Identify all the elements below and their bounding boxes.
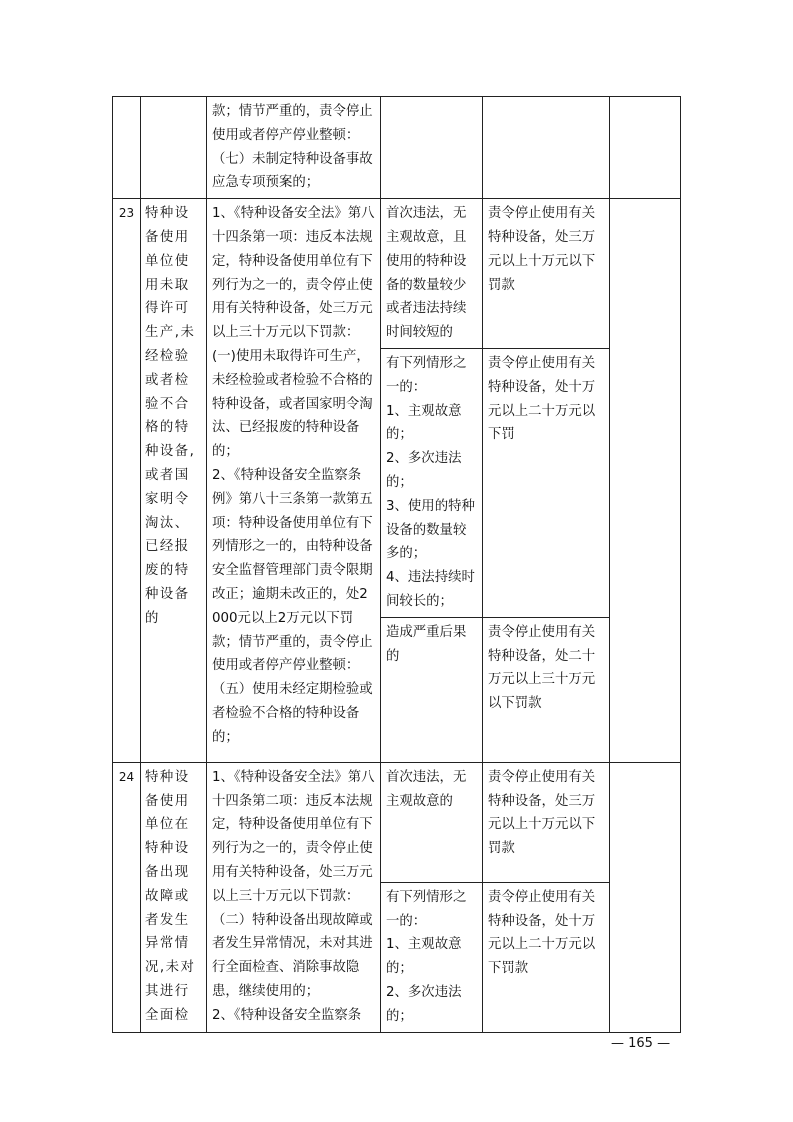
violation-item: 特种设备使用单位在特种设备出现故障或者发生异常情况,未对其进行全面检: [141, 762, 207, 1032]
penalty-standard: 责令停止使用有关特种设备，处十万元以上二十万元以下罚: [483, 348, 610, 617]
penalty-standard: 责令停止使用有关特种设备，处十万元以上二十万元以下罚款: [483, 882, 610, 1032]
basis-paragraph: (一)使用未取得许可生产，未经检验或者检验不合格的特种设备，或者国家明令淘汰、已经报废的特种设备的；: [212, 348, 373, 460]
circumstance: [381, 97, 483, 199]
basis-paragraph: 1、《特种设备安全法》第八十四条第一项：违反本法规定，特种设备使用单位有下列行为之一的，责令停止使用有关特种设备，处三万元以上三十万元以下罚款：: [212, 206, 375, 341]
legal-basis: [207, 762, 381, 1032]
basis-paragraph: （五）使用未经定期检验或者检验不合格的特种设备的；: [212, 682, 373, 745]
regulation-table: [112, 96, 681, 1033]
remarks: [610, 762, 681, 1032]
circumstance: 有下列情形之一的： 1、主观故意的； 2、多次违法的； 3、使用的特种设备的数量较多的； 4、违法持续时间较长的；: [381, 348, 483, 617]
remarks: [610, 97, 681, 199]
basis-paragraph: 1、《特种设备安全法》第八十四条第二项：违反本法规定，特种设备使用单位有下列行为之一的，责令停止使用有关特种设备，处三万元以上三十万元以下罚款：: [212, 769, 375, 904]
table-row: [113, 762, 681, 882]
penalty-standard: 责令停止使用有关特种设备，处三万元以上十万元以下罚款: [483, 762, 610, 882]
penalty-standard: 责令停止使用有关特种设备，处三万元以上十万元以下罚款: [483, 199, 610, 349]
basis-paragraph: 款；情节严重的，责令停止使用或者停产停业整顿：: [212, 104, 373, 143]
penalty-standard: [483, 97, 610, 199]
basis-paragraph: （七）未制定特种设备事故应急专项预案的；: [212, 151, 373, 191]
violation-item: [141, 97, 207, 199]
legal-basis: [207, 97, 381, 199]
row-number: [113, 97, 141, 199]
circumstance: 造成严重后果的: [381, 617, 483, 762]
table-row: [113, 97, 681, 199]
circumstance: 有下列情形之一的： 1、主观故意的； 2、多次违法的；: [381, 882, 483, 1032]
circumstance: 首次违法，无主观故意，且使用的特种设备的数量较少或者违法持续时间较短的: [381, 199, 483, 349]
basis-paragraph: 2、《特种设备安全监察条例》第八十三条第一款第五项：特种设备使用单位有下列情形之一的，由特种设备安全监督管理部门责令限期改正；逾期未改正的，处2000元以上2万元以下罚款；情节严重的，责令停止使用或者停产停业整顿：: [212, 467, 373, 674]
penalty-standard: 责令停止使用有关特种设备，处二十万元以上三十万元以下罚款: [483, 617, 610, 762]
legal-basis: [207, 199, 381, 763]
page-number: — 165 —: [611, 1036, 671, 1051]
basis-paragraph: 2、《特种设备安全监察条: [212, 1007, 362, 1023]
row-number: 23: [113, 199, 141, 763]
row-number: 24: [113, 762, 141, 1032]
remarks: [610, 199, 681, 763]
circumstance: 首次违法，无主观故意的: [381, 762, 483, 882]
violation-item: 特种设备使用单位使用未取得许可生产,未经检验或者检验不合格的特种设备,或者国家明令淘汰、已经报废的特种设备的: [141, 199, 207, 763]
basis-paragraph: （二）特种设备出现故障或者发生异常情况，未对其进行全面检查、消除事故隐患，继续使用的；: [212, 912, 373, 999]
table-row: [113, 199, 681, 349]
